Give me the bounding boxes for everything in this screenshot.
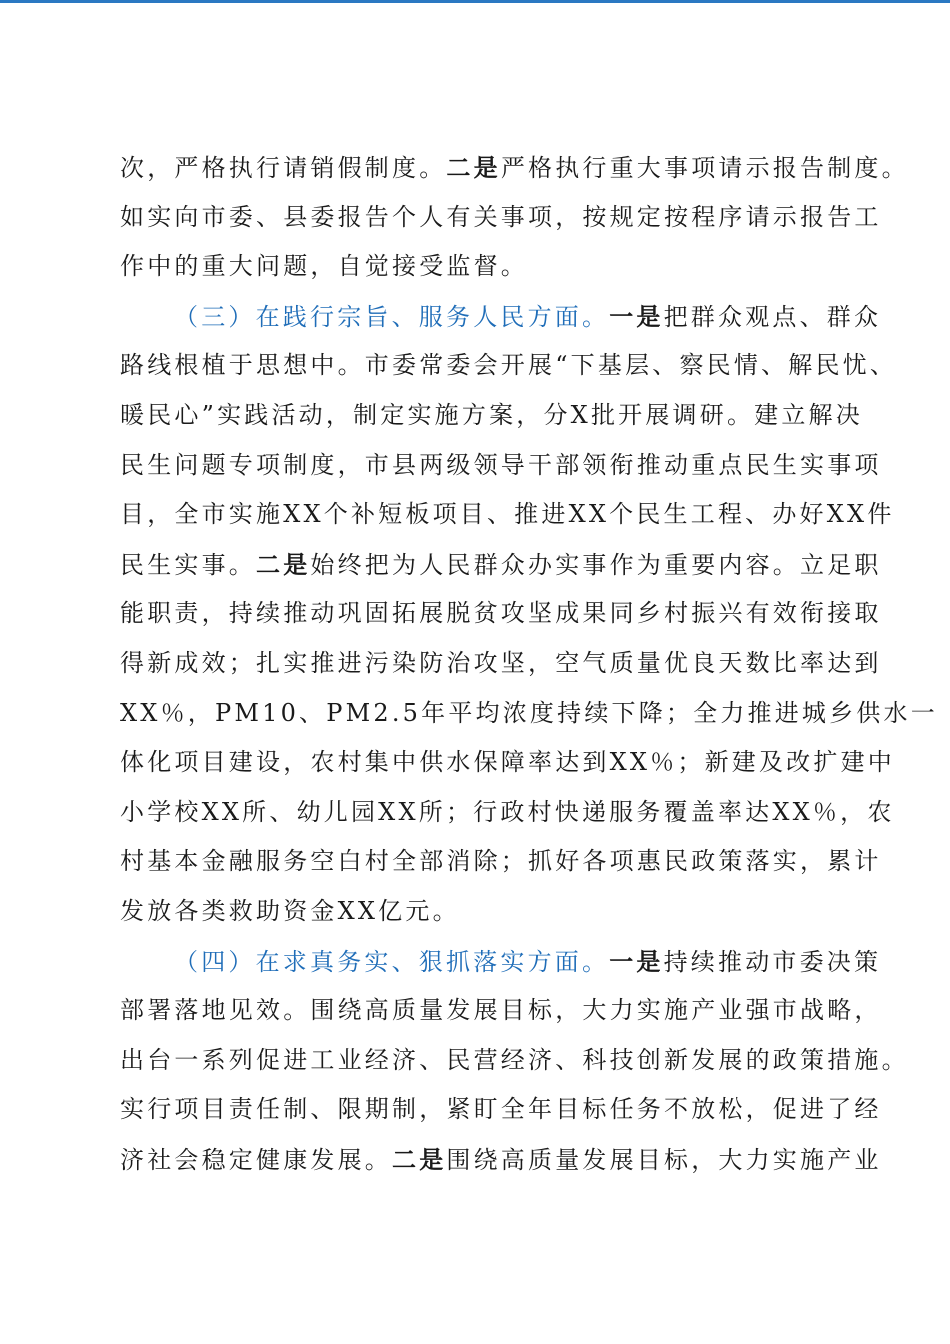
body-text: 严格执行重大事项请示报告制度。: [500, 154, 909, 182]
body-text: 济社会稳定健康发展。: [120, 1145, 392, 1174]
body-text: XX％，PM10、PM2.5年平均浓度持续下降；全力推进城乡供水一: [120, 698, 938, 727]
text-line: [120, 887, 832, 937]
body-text: 能职责，持续推动巩固拓展脱贫攻坚成果同乡村振兴有效衔接取: [120, 599, 882, 628]
text-line: [120, 341, 898, 391]
body-text: 出台一系列促进工业经济、民营经济、科技创新发展的政策措施。: [120, 1045, 909, 1074]
text-line: [120, 937, 882, 987]
body-text: 实行项目责任制、限期制，紧盯全年目标任务不放松，促进了经: [120, 1095, 882, 1124]
text-line: [120, 639, 882, 689]
text-line: [120, 738, 895, 788]
body-text: 把群众观点、群众: [663, 302, 882, 331]
bold-lead: 一是: [609, 301, 664, 331]
body-text: 作中的重大问题，自觉接受监督。: [120, 252, 528, 281]
body-text: 围绕高质量发展目标，大力实施产业: [446, 1145, 882, 1174]
body-text: 村基本金融服务空白村全部消除；抓好各项惠民政策落实，累计: [120, 847, 882, 876]
body-text: 如实向市委、县委报告个人有关事项，按规定按程序请示报告工: [120, 202, 882, 231]
section-heading: （三）在践行宗旨、服务人民方面。: [174, 302, 610, 331]
body-text: 持续推动市委决策: [663, 947, 882, 976]
body-text: 体化项目建设，农村集中供水保障率达到XX％；新建及改扩建中: [120, 748, 895, 777]
text-line: [120, 1135, 882, 1185]
text-line: [120, 788, 895, 838]
text-line: [120, 143, 909, 193]
text-line: [120, 1085, 882, 1135]
text-line: [120, 292, 882, 342]
text-line: [120, 837, 882, 887]
document-body: [120, 143, 938, 1184]
bold-lead: 二是: [256, 549, 311, 579]
text-line: [120, 193, 882, 243]
text-line: [120, 986, 882, 1036]
top-border-rule: [0, 0, 950, 3]
text-line: [120, 391, 863, 441]
text-line: [120, 540, 882, 590]
text-line: [120, 689, 938, 739]
bold-lead: 二是: [392, 1144, 447, 1174]
body-text: 小学校XX所、幼儿园XX所；行政村快递服务覆盖率达XX％，农: [120, 797, 895, 826]
body-text: 路线根植于思想中。市委常委会开展“下基层、察民情、解民忧、: [120, 351, 898, 380]
body-text: 部署落地见效。围绕高质量发展目标，大力实施产业强市战略，: [120, 996, 882, 1025]
text-line: [120, 1036, 909, 1086]
text-line: [120, 589, 882, 639]
bold-lead: 一是: [609, 946, 664, 976]
body-text: 暖民心”实践活动，制定实施方案，分X批开展调研。建立解决: [120, 400, 863, 429]
body-text: 发放各类救助资金XX亿元。: [120, 896, 460, 925]
text-line: [120, 490, 895, 540]
body-text: 次，严格执行请销假制度。: [120, 154, 447, 182]
body-text: 始终把为人民群众办实事作为重要内容。立足职: [310, 550, 882, 579]
text-line: [120, 441, 882, 491]
body-text: 民生问题专项制度，市县两级领导干部领衔推动重点民生实事项: [120, 450, 882, 479]
bold-lead: 二是: [446, 153, 501, 182]
body-text: 民生实事。: [120, 550, 256, 579]
body-text: 得新成效；扎实推进污染防治攻坚，空气质量优良天数比率达到: [120, 648, 882, 677]
body-text: 目，全市实施XX个补短板项目、推进XX个民生工程、办好XX件: [120, 500, 895, 529]
section-heading: （四）在求真务实、狠抓落实方面。: [174, 947, 610, 976]
text-line: [120, 242, 832, 292]
